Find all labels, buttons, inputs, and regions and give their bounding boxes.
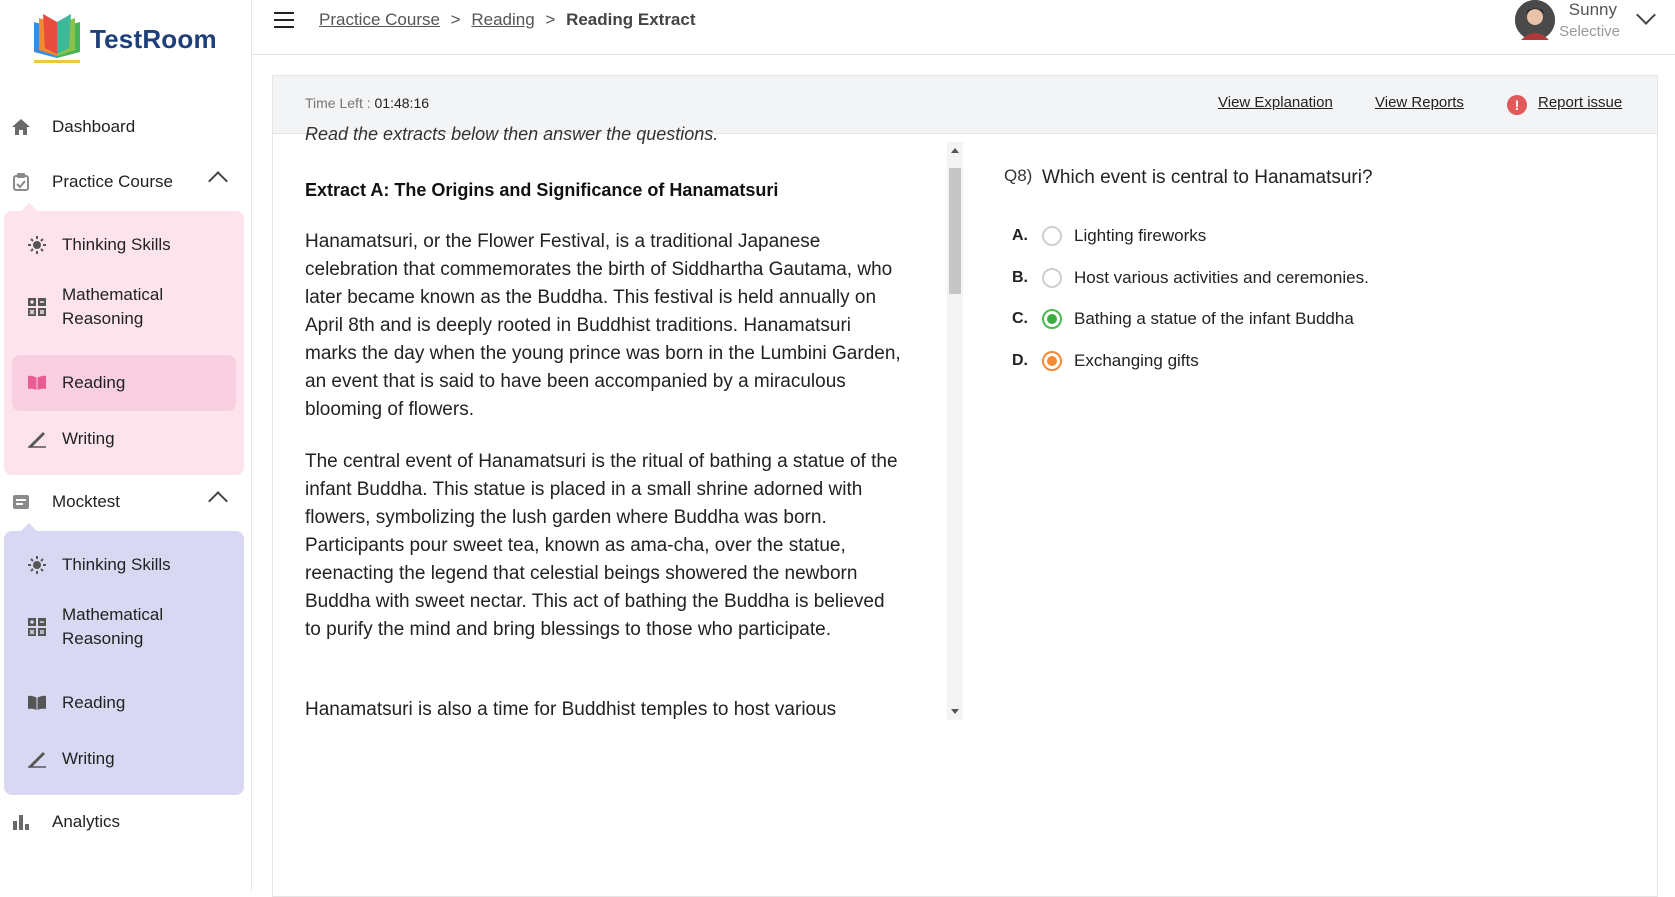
time-left bbox=[305, 95, 429, 111]
scroll-up-arrow-icon[interactable] bbox=[951, 148, 959, 153]
alert-icon: ! bbox=[1507, 95, 1527, 115]
mocktest-mathematical-reasoning[interactable] bbox=[12, 593, 236, 661]
sidebar-item-practice-course[interactable] bbox=[10, 162, 241, 202]
lightbulb-icon bbox=[26, 234, 48, 256]
passage-instructions: Read the extracts below then answer the questions. bbox=[305, 124, 719, 144]
sidebar-item-mocktest[interactable] bbox=[10, 482, 241, 522]
open-book-icon bbox=[26, 692, 48, 714]
breadcrumb-current: Reading Extract bbox=[566, 10, 696, 29]
chevron-down-icon[interactable] bbox=[1636, 5, 1656, 25]
option-c[interactable] bbox=[1012, 306, 1354, 332]
option-d[interactable] bbox=[1012, 348, 1199, 374]
sidebar-item-label: Analytics bbox=[52, 812, 121, 831]
sidebar-item-analytics[interactable] bbox=[10, 802, 241, 842]
view-explanation-link[interactable]: View Explanation bbox=[1218, 94, 1333, 111]
calculator-icon bbox=[26, 296, 48, 318]
mocktest-thinking-skills[interactable] bbox=[12, 541, 236, 589]
sidebar-item-label: Practice Course bbox=[52, 172, 173, 191]
option-text: Host various activities and ceremonies. bbox=[1074, 268, 1369, 287]
sidebar-item-label: Mocktest bbox=[52, 492, 121, 511]
option-a[interactable] bbox=[1012, 223, 1206, 249]
option-b[interactable] bbox=[1012, 265, 1369, 291]
view-reports-link[interactable]: View Reports bbox=[1375, 94, 1464, 111]
sidebar-item-dashboard[interactable] bbox=[10, 107, 241, 147]
time-left-value: 01:48:16 bbox=[374, 95, 430, 111]
option-text: Bathing a statue of the infant Buddha bbox=[1074, 309, 1354, 328]
chevron-up-icon[interactable] bbox=[208, 491, 228, 511]
user-role: Selective bbox=[1559, 23, 1620, 40]
option-radio-selected[interactable] bbox=[1042, 351, 1062, 371]
sidebar-item-label: Writing bbox=[62, 749, 115, 768]
breadcrumb-separator: > bbox=[450, 10, 461, 29]
practice-mathematical-reasoning[interactable] bbox=[12, 273, 236, 341]
passage-paragraph: Hanamatsuri is also a time for Buddhist temples to host various bbox=[305, 699, 837, 720]
sidebar-item-label: Mathematical Reasoning bbox=[62, 605, 164, 648]
option-text: Exchanging gifts bbox=[1074, 351, 1199, 370]
calculator-icon bbox=[26, 616, 48, 638]
option-radio[interactable] bbox=[1042, 268, 1062, 288]
logo[interactable] bbox=[30, 14, 217, 64]
passage-scrollbar[interactable] bbox=[947, 142, 963, 720]
practice-course-submenu bbox=[4, 211, 244, 475]
reading-passage[interactable] bbox=[305, 124, 905, 728]
sidebar-item-label: Thinking Skills bbox=[62, 555, 171, 574]
breadcrumb-practice-course[interactable]: Practice Course bbox=[319, 10, 440, 29]
option-letter: D. bbox=[1012, 352, 1028, 369]
question-number: Q8) bbox=[1004, 166, 1033, 185]
passage-paragraph: The central event of Hanamatsuri is the ritual of bathing a statue of the infant Buddha. This statue is placed in a small shrine adorned with flowers, symbolizing the lush garden where Buddha was born. Participants pour sweet tea, known as ama-cha, over the statue, reenacting the legend that celestial beings showered the newborn Buddha with sweet nectar. This act of bathing the Buddha is believed to purify the mind and bring blessings to those who participate. bbox=[305, 451, 898, 640]
passage-paragraph: Hanamatsuri, or the Flower Festival, is a traditional Japanese celebration that commemorates the birth of Siddhartha Gautama, who later became known as the Buddha. This festival is held annually on April 8th and is deeply rooted in Buddhist traditions. Hanamatsuri marks the day when the young prince was born in the Lumbini Garden, an event that is said to have been accompanied by a miraculous blooming of flowers. bbox=[305, 231, 901, 420]
option-letter: B. bbox=[1012, 269, 1028, 286]
scrollbar-thumb[interactable] bbox=[949, 168, 961, 294]
breadcrumb-reading[interactable]: Reading bbox=[471, 10, 535, 29]
scroll-down-arrow-icon[interactable] bbox=[951, 709, 959, 714]
breadcrumb-separator: > bbox=[545, 10, 556, 29]
mocktest-submenu bbox=[4, 531, 244, 795]
mocktest-writing[interactable] bbox=[12, 735, 236, 783]
option-letter: A. bbox=[1012, 227, 1028, 244]
sidebar-item-label: Thinking Skills bbox=[62, 235, 171, 254]
option-radio-correct[interactable] bbox=[1042, 309, 1062, 329]
avatar[interactable] bbox=[1515, 0, 1555, 40]
chevron-up-icon[interactable] bbox=[208, 171, 228, 191]
mocktest-icon bbox=[10, 491, 32, 513]
report-issue-link[interactable]: Report issue bbox=[1538, 94, 1623, 111]
question-text: Which event is central to Hanamatsuri? bbox=[1042, 167, 1373, 188]
bar-chart-icon bbox=[10, 811, 32, 833]
hamburger-menu-icon[interactable] bbox=[274, 12, 294, 28]
time-left-label: Time Left : bbox=[305, 95, 371, 111]
mocktest-reading[interactable] bbox=[12, 675, 236, 731]
sidebar-item-label: Mathematical Reasoning bbox=[62, 285, 164, 328]
breadcrumb bbox=[319, 10, 696, 30]
question-panel bbox=[272, 75, 1658, 897]
lightbulb-icon bbox=[26, 554, 48, 576]
option-radio[interactable] bbox=[1042, 226, 1062, 246]
app-name: TestRoom bbox=[90, 23, 217, 54]
sidebar-item-label: Dashboard bbox=[52, 117, 136, 136]
option-text: Lighting fireworks bbox=[1074, 226, 1207, 245]
sidebar bbox=[0, 0, 252, 891]
top-bar bbox=[252, 0, 1675, 55]
sidebar-item-label: Reading bbox=[62, 373, 126, 392]
practice-reading[interactable] bbox=[12, 355, 236, 411]
open-book-icon bbox=[26, 372, 48, 394]
book-logo-icon bbox=[30, 14, 84, 64]
sidebar-item-label: Reading bbox=[62, 693, 126, 712]
practice-thinking-skills[interactable] bbox=[12, 221, 236, 269]
writing-hand-icon bbox=[26, 428, 48, 450]
writing-hand-icon bbox=[26, 748, 48, 770]
home-icon bbox=[10, 116, 32, 138]
option-letter: C. bbox=[1012, 310, 1028, 327]
passage-title: Extract A: The Origins and Significance of Hanamatsuri bbox=[305, 180, 779, 200]
sidebar-item-label: Writing bbox=[62, 429, 115, 448]
course-icon bbox=[10, 171, 32, 193]
user-name: Sunny bbox=[1568, 0, 1617, 19]
practice-writing[interactable] bbox=[12, 415, 236, 463]
